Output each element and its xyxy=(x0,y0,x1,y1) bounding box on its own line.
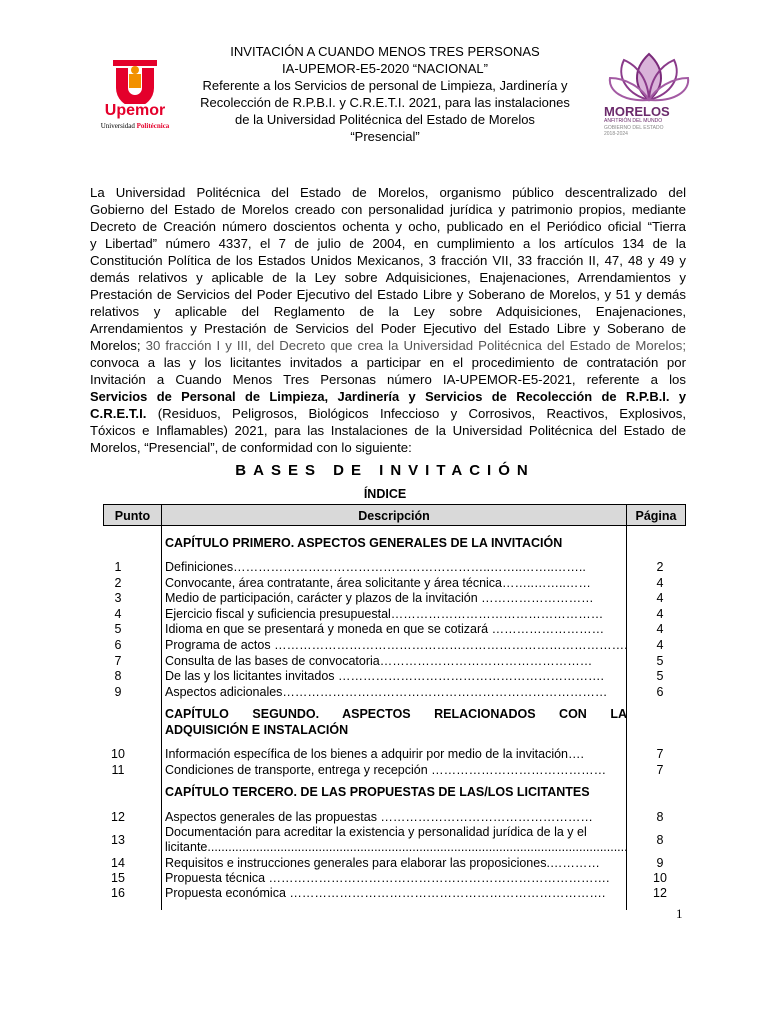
intro-line: relativos y aplicable del Reglamento de la Ley sobre Adquisiciones, Enajenaciones, xyxy=(90,304,686,319)
title-line-4: Recolección de R.P.B.I. y C.R.E.T.I. 2021, para las instalaciones xyxy=(200,95,570,110)
table-row: 3 Medio de participación, carácter y plazos de la invitación ……………………… 4 xyxy=(114,591,664,606)
table-row: 16 Propuesta económica …………………………………………………………………. 12 xyxy=(111,886,667,900)
intro-line: Prestación de Servicios del Poder Ejecutivo del Estado Libre y Soberano de Morelos, y 51 y demás xyxy=(90,287,686,302)
intro-line: Arrendamientos y Prestación de Servicios del Poder Ejecutivo del Estado Libre y Soberano de xyxy=(90,321,686,336)
upemor-logo xyxy=(96,60,174,132)
title-line-1: INVITACIÓN A CUANDO MENOS TRES PERSONAS xyxy=(230,44,540,59)
title-line-2: IA-UPEMOR-E5-2020 “NACIONAL” xyxy=(282,61,488,76)
table-row: 14 Requisitos e instrucciones generales para elaborar las proposiciones.………… 9 xyxy=(111,856,664,870)
chapter-2-heading: CAPÍTULO SEGUNDO. ASPECTOS RELACIONADOS CON LA xyxy=(165,707,627,721)
intro-line: y Libertad” número 4337, el 7 de julio de 2004, en cumplimiento a los artículos 134 de la xyxy=(90,236,686,251)
table-row: 1 Definiciones……………………………………………………..……..……..…….. 2 xyxy=(114,560,664,574)
upemor-wordmark: Upemor xyxy=(104,102,166,119)
title-line-5: de la Universidad Politécnica del Estado de Morelos xyxy=(235,112,535,127)
intro-line: demás relativos y aplicable de la Ley sobre Adquisiciones, Enajenaciones, Arrendamientos y xyxy=(90,270,686,285)
table-row: 4 Ejercicio fiscal y suficiencia presupuestal…………………………………………… 4 xyxy=(114,606,664,621)
title-line-6: “Presencial” xyxy=(350,129,420,144)
indice-title: ÍNDICE xyxy=(363,487,407,501)
chapter-1-heading: CAPÍTULO PRIMERO. ASPECTOS GENERALES DE LA INVITACIÓN xyxy=(165,536,563,550)
table-row: 8 De las y los licitantes invitados ………………………………………………………. 5 xyxy=(114,669,664,684)
col-header-pagina: Página xyxy=(626,504,686,526)
chapter-2-heading-cont: ADQUISICIÓN E INSTALACIÓN xyxy=(165,723,349,737)
table-row: 5 Idioma en que se presentará y moneda en que se cotizará ……………………… 4 xyxy=(114,622,664,637)
title-line-3: Referente a los Servicios de personal de Limpieza, Jardinería y xyxy=(202,78,568,93)
table-row: 7 Consulta de las bases de convocatoria…………………………………………… 5 xyxy=(114,653,664,668)
intro-line: Invitación a Cuando Menos Tres Personas número IA-UPEMOR-E5-2021, referente a los xyxy=(90,372,686,387)
morelos-flower-icon xyxy=(604,48,694,104)
intro-line: Constitución Política de los Estados Unidos Mexicanos, 3 fracción VII, 33 fracción II, 47, 48 y 49 y xyxy=(90,253,686,268)
upemor-emblem-icon xyxy=(96,60,174,104)
morelos-line-2: GOBIERNO DEL ESTADO xyxy=(604,125,664,131)
intro-line: C.R.E.T.I. (Residuos, Peligrosos, Biológicos Infeccioso y Corrosivos, Reactivos, Explosivos, xyxy=(90,406,686,421)
col-header-descripcion: Descripción xyxy=(161,504,627,526)
page-number: 1 xyxy=(676,906,683,921)
morelos-logo xyxy=(604,48,694,138)
intro-bold-line: Servicios de Personal de Limpieza, Jardinería y Servicios de Recolección de R.P.B.I. y xyxy=(90,389,686,404)
table-row: 11 Condiciones de transporte, entrega y recepción …………………………………… 7 xyxy=(111,762,664,777)
upemor-subtitle: Universidad Politécnica xyxy=(100,122,170,130)
table-row: 13 Documentación para acreditar la existencia y personalidad jurídica de la y el licitante......................................................................................................................... 8 xyxy=(111,825,664,854)
morelos-line-3: 2018-2024 xyxy=(604,131,628,137)
table-row: 9 Aspectos adicionales…………………………………………………………………… 6 xyxy=(114,684,664,699)
intro-line: Gobierno del Estado de Morelos creado con personalidad jurídica y patrimonio propios, mediante xyxy=(90,202,686,217)
table-row: 12 Aspectos generales de las propuestas …………………………………………… 8 xyxy=(111,810,664,824)
table-row: 10 Información específica de los bienes a adquirir por medio de la invitación…. 7 xyxy=(111,747,664,761)
morelos-line-1: ANFITRIÓN DEL MUNDO xyxy=(604,118,663,124)
bases-title: BASES DE INVITACIÓN xyxy=(235,462,535,479)
table-row: 6 Programa de actos …………………………………………………………………………. 4 xyxy=(114,638,664,652)
intro-line: Decreto de Creación número doscientos ochenta y ocho, publicado en el Periódico oficial “Tierra xyxy=(90,219,686,234)
morelos-wordmark: MORELOS xyxy=(604,104,670,119)
intro-line: Morelos, “Presencial”, de conformidad con lo siguiente: xyxy=(90,440,412,455)
intro-line: Morelos; 30 fracción I y III, del Decreto que crea la Universidad Politécnica del Estado de Morelos; xyxy=(90,338,686,353)
intro-line: convoca a las y los licitantes invitados a participar en el procedimiento de contratación por xyxy=(90,355,686,370)
intro-line: La Universidad Politécnica del Estado de Morelos, organismo público descentralizado del xyxy=(90,185,686,200)
intro-line: Tóxicos e Inflamables) 2021, para las Instalaciones de la Universidad Politécnica del Estado de xyxy=(90,423,686,438)
chapter-3-heading: CAPÍTULO TERCERO. DE LAS PROPUESTAS DE LAS/LOS LICITANTES xyxy=(165,785,590,799)
col-header-punto: Punto xyxy=(103,504,162,526)
table-row: 2 Convocante, área contratante, área solicitante y área técnica……..……..…… 4 xyxy=(114,575,664,590)
table-row: 15 Propuesta técnica ………………………………………………………………………. 10 xyxy=(111,871,667,885)
